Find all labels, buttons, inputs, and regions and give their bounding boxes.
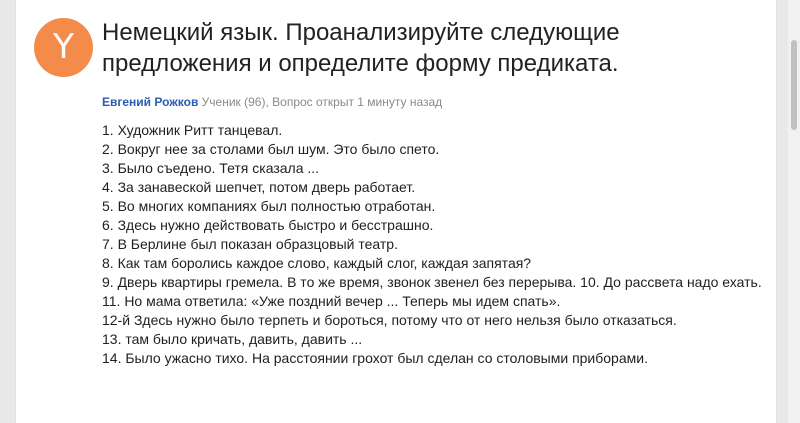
question-title: Немецкий язык. Проанализируйте следующие предложения и определите форму предиката. — [102, 19, 620, 77]
page-scrollbar[interactable] — [788, 0, 800, 423]
question-line: 8. Как там боролись каждое слово, каждый слог, каждая запятая? — [102, 255, 532, 271]
question-line: 1. Художник Ритт танцевал. — [102, 122, 283, 138]
question-line: 4. За занавеской шепчет, потом дверь работает. — [102, 179, 416, 195]
scrollbar-thumb[interactable] — [791, 40, 797, 130]
question-meta — [102, 95, 442, 110]
question-line: 3. Было съедено. Тетя сказала ... — [102, 160, 320, 176]
question-line: 5. Во многих компаниях был полностью отработан. — [102, 198, 436, 214]
question-line: 13. там было кричать, давить, давить ... — [102, 331, 363, 347]
question-line: 2. Вокруг нее за столами был шум. Это было спето. — [102, 141, 440, 157]
question-line: 11. Но мама ответила: «Уже поздний вечер ... Теперь мы идем спать». — [102, 293, 561, 309]
question-line: 7. В Берлине был показан образцовый театр. — [102, 236, 398, 252]
question-line: 9. Дверь квартиры гремела. В то же время, звонок звенел без перерыва. 10. До рассвета надо ехать. — [102, 274, 762, 290]
question-card — [15, 0, 777, 423]
question-body — [102, 121, 772, 368]
question-line: 14. Было ужасно тихо. На расстоянии грохот был сделан со столовыми приборами. — [102, 350, 648, 366]
avatar[interactable]: Y — [34, 18, 93, 77]
question-line: 12-й Здесь нужно было терпеть и бороться, потому что от него нельзя было отказаться. — [102, 312, 677, 328]
question-line: 6. Здесь нужно действовать быстро и бесстрашно. — [102, 217, 434, 233]
author-link[interactable]: Евгений Рожков — [102, 95, 199, 109]
meta-info: Ученик (96), Вопрос открыт 1 минуту назад — [201, 95, 443, 109]
